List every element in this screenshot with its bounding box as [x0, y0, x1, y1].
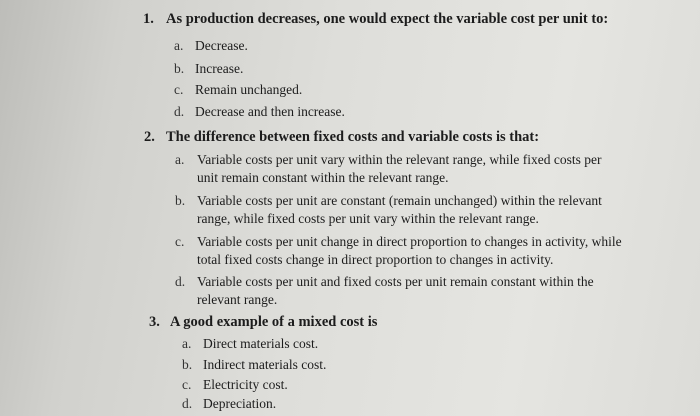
option-text: Direct materials cost. — [203, 336, 319, 351]
option-text: Variable costs per unit vary within the relevant range, while fixed costs per unit remain constant within the relevant range. — [197, 152, 602, 185]
option-letter: c. — [174, 82, 184, 97]
option-letter: c. — [182, 377, 192, 392]
question-text: A good example of a mixed cost is — [170, 314, 378, 330]
option-text: Variable costs per unit are constant (remain unchanged) within the relevant range, while fixed costs per unit vary within the relevant range. — [197, 193, 602, 226]
option-text: Variable costs per unit change in direct proportion to changes in activity, while total fixed costs change in direct proportion to changes in activity. — [197, 234, 622, 267]
option-text: Indirect materials cost. — [203, 357, 327, 372]
option-letter: c. — [175, 234, 185, 249]
question-number: 3. — [149, 314, 160, 330]
question-number: 2. — [144, 129, 155, 145]
option-letter: b. — [175, 193, 186, 208]
option-text: Increase. — [195, 61, 244, 76]
option-text: Decrease and then increase. — [195, 104, 345, 119]
option-letter: d. — [175, 274, 186, 289]
option-text: Decrease. — [195, 38, 248, 53]
option-text: Electricity cost. — [203, 377, 288, 392]
option-letter: a. — [174, 38, 184, 53]
option-text: Variable costs per unit and fixed costs per unit remain constant within the relevant range. — [197, 274, 594, 307]
question-text: The difference between fixed costs and variable costs is that: — [166, 129, 540, 145]
question-text: As production decreases, one would expect the variable cost per unit to: — [166, 11, 609, 27]
option-letter: b. — [174, 61, 185, 76]
option-letter: a. — [175, 152, 185, 167]
option-letter: d. — [174, 104, 185, 119]
option-letter: a. — [182, 336, 192, 351]
option-letter: d. — [182, 396, 193, 411]
option-letter: b. — [182, 357, 193, 372]
option-text: Remain unchanged. — [195, 82, 303, 97]
option-text: Depreciation. — [203, 396, 277, 411]
question-number: 1. — [143, 11, 154, 27]
